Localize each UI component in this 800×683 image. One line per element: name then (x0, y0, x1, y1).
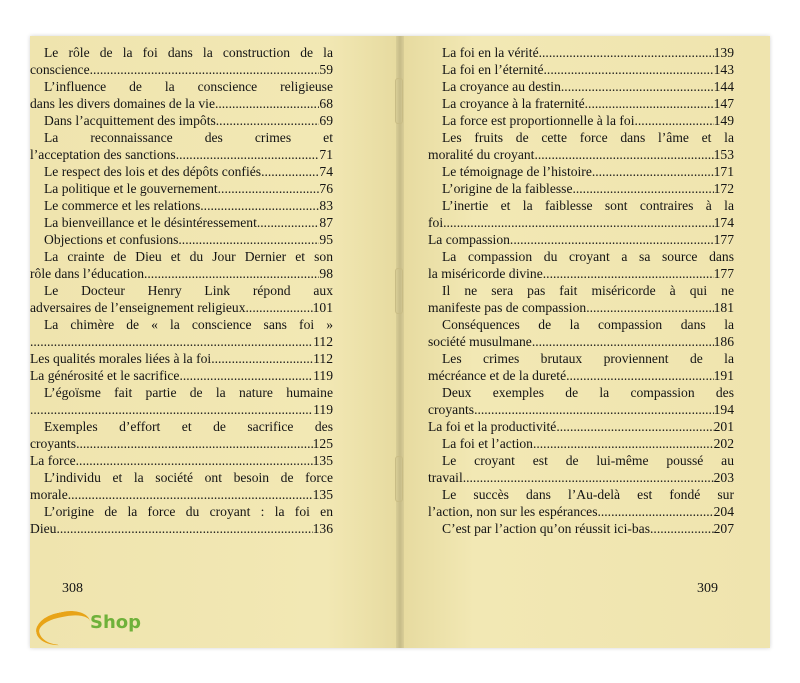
toc-entry-text: La force (30, 453, 76, 468)
toc-entry-text: La croyance au destin (442, 79, 561, 94)
toc-leader-dots (218, 180, 320, 197)
toc-entry-text: Le croyant est de lui-même poussé au (442, 453, 734, 468)
toc-entry (30, 197, 333, 214)
toc-leader-dots (261, 163, 319, 180)
toc-leader-dots (246, 299, 313, 316)
toc-page-number: 144 (713, 79, 734, 94)
toc-leader-dots (585, 95, 714, 112)
toc-page-number: 153 (713, 147, 734, 162)
toc-page-number: 135 (312, 487, 333, 502)
toc-entry-text: Le témoignage de l’histoire (442, 164, 592, 179)
toc-entry-text: L’influence de la conscience religieuse (44, 79, 333, 94)
toc-entry (428, 214, 734, 231)
toc-entry (428, 95, 734, 112)
logo-text: Shop (90, 612, 142, 633)
toc-page-number: 112 (313, 334, 333, 349)
toc-page-number: 174 (713, 215, 734, 230)
toc-page-number: 125 (312, 436, 333, 451)
toc-leader-dots (592, 163, 714, 180)
toc-entry (428, 520, 734, 537)
toc-entry-text: La croyance à la fraternité (442, 96, 585, 111)
toc-entry (30, 299, 333, 316)
toc-entry-text: conscience (30, 62, 90, 77)
toc-leader-dots (566, 367, 714, 384)
toc-leader-dots (534, 146, 713, 163)
toc-page-number: 177 (713, 266, 734, 281)
toc-entry (30, 367, 333, 384)
toc-entry-text: morale (30, 487, 68, 502)
toc-leader-dots (463, 469, 714, 486)
toc-entry-text: Les crimes brutaux proviennent de la (442, 351, 734, 366)
toc-entry-text: Le Docteur Henry Link répond aux (44, 283, 333, 298)
toc-entry-text: la miséricorde divine (428, 266, 543, 281)
toc-page-number: 194 (713, 402, 734, 417)
toc-entry (428, 44, 734, 61)
toc-entry-text: L’inertie et la faiblesse sont contraires à la (442, 198, 734, 213)
toc-entry (30, 350, 333, 367)
toc-page-number: 136 (312, 521, 333, 536)
toc-entry (30, 401, 333, 418)
toc-entry-text: dans les divers domaines de la vie (30, 96, 215, 111)
toc-entry-text: La politique et le gouvernement (44, 181, 218, 196)
toc-page-number: 201 (713, 419, 734, 434)
toc-entry-text: moralité du croyant (428, 147, 535, 162)
toc-entry (428, 418, 734, 435)
toc-entry (30, 265, 333, 282)
toc-entry-text: société musulmane (428, 334, 532, 349)
toc-entry (30, 520, 333, 537)
toc-entry-text: Dieu (30, 521, 57, 536)
table-of-contents-left (30, 44, 333, 537)
toc-entry-text: rôle dans l’éducation (30, 266, 144, 281)
toc-leader-dots (532, 333, 714, 350)
toc-page-number: 172 (713, 181, 734, 196)
toc-entry (428, 146, 734, 163)
toc-entry-text: Le succès dans l’Au-delà est fondé sur (442, 487, 734, 502)
toc-page-number: 119 (313, 402, 333, 417)
toc-page-number: 95 (319, 232, 333, 247)
toc-entry (428, 299, 734, 316)
toc-page-number: 112 (313, 351, 333, 366)
toc-leader-dots (561, 78, 714, 95)
toc-entry (428, 367, 734, 384)
toc-entry-text: L’égoïsme fait partie de la nature humaine (44, 385, 333, 400)
toc-entry (30, 333, 333, 350)
book-spine (396, 36, 404, 648)
toc-leader-dots (257, 214, 320, 231)
toc-page-number: 207 (713, 521, 734, 536)
toc-entry (428, 112, 734, 129)
toc-leader-dots (211, 350, 313, 367)
toc-entry (428, 401, 734, 418)
toc-page-number: 59 (319, 62, 333, 77)
toc-entry-text: La compassion du croyant a sa source dans (442, 249, 734, 264)
toc-entry (30, 61, 333, 78)
toc-entry-text: croyants (30, 436, 77, 451)
toc-entry-text: La foi et la productivité (428, 419, 557, 434)
toc-leader-dots (30, 333, 313, 350)
toc-page-number: 186 (713, 334, 734, 349)
toc-entry (30, 163, 333, 180)
toc-leader-dots (474, 401, 714, 418)
toc-entry-text: L’origine de la force du croyant : la foi en (44, 504, 333, 519)
toc-entry-text: La force est proportionnelle à la foi (442, 113, 635, 128)
toc-entry-text: mécréance et de la dureté (428, 368, 567, 383)
toc-entry-text: Conséquences de la compassion dans la (442, 317, 734, 332)
toc-entry-text: Les qualités morales liées à la foi (30, 351, 212, 366)
toc-entry (428, 61, 734, 78)
toc-page-number: 171 (713, 164, 734, 179)
toc-entry (428, 180, 734, 197)
toc-entry (30, 146, 333, 163)
toc-entry-text: foi (428, 215, 444, 230)
toc-leader-dots (510, 231, 714, 248)
toc-entry (30, 95, 333, 112)
toc-entry (30, 214, 333, 231)
toc-entry (428, 163, 734, 180)
toc-page-number: 204 (713, 504, 734, 519)
toc-entry-text: L’origine de la faiblesse (442, 181, 573, 196)
toc-entry-text: La chimère de « la conscience sans foi » (44, 317, 333, 332)
toc-leader-dots (179, 367, 313, 384)
toc-page-number: 177 (713, 232, 734, 247)
toc-page-number: 69 (319, 113, 333, 128)
toc-page-number: 139 (713, 45, 734, 60)
toc-page-number: 76 (319, 181, 333, 196)
toc-entry (30, 486, 333, 503)
toc-page-number: 143 (713, 62, 734, 77)
toc-entry-text: La reconnaissance des crimes et (44, 130, 333, 145)
toc-leader-dots (533, 435, 714, 452)
toc-entry-text: manifeste pas de compassion (428, 300, 587, 315)
toc-entry (30, 180, 333, 197)
toc-entry-text: Les fruits de cette force dans l’âme et la (442, 130, 734, 145)
toc-entry-text: La bienveillance et le désintéressement (44, 215, 257, 230)
toc-entry (428, 78, 734, 95)
toc-leader-dots (178, 231, 319, 248)
toc-leader-dots (68, 486, 313, 503)
toc-leader-dots (650, 520, 714, 537)
toc-entry (30, 435, 333, 452)
toc-page-number: 149 (713, 113, 734, 128)
toc-entry-text: La générosité et le sacrifice (30, 368, 180, 383)
toc-leader-dots (539, 44, 714, 61)
toc-leader-dots (597, 503, 713, 520)
toc-page-number: 181 (713, 300, 734, 315)
toc-entry-text: Dans l’acquittement des impôts (44, 113, 216, 128)
toc-leader-dots (200, 197, 319, 214)
toc-leader-dots (144, 265, 319, 282)
toc-entry (30, 452, 333, 469)
toc-entry-text: l’action, non sur les espérances (428, 504, 598, 519)
binding-stitch (395, 456, 403, 502)
toc-page-number: 202 (713, 436, 734, 451)
toc-entry (428, 435, 734, 452)
toc-page-number: 101 (312, 300, 333, 315)
toc-entry-text: La crainte de Dieu et du Jour Dernier et son (44, 249, 333, 264)
toc-entry-text: La compassion (428, 232, 510, 247)
toc-entry-text: Exemples d’effort et de sacrifice des (44, 419, 333, 434)
toc-page-number: 98 (319, 266, 333, 281)
toc-entry-text: Objections et confusions (44, 232, 179, 247)
toc-leader-dots (76, 452, 313, 469)
toc-entry (428, 265, 734, 282)
toc-leader-dots (215, 95, 319, 112)
toc-leader-dots (543, 265, 714, 282)
toc-entry-text: Le commerce et les relations (44, 198, 201, 213)
toc-leader-dots (572, 180, 713, 197)
toc-entry-text: Le respect des lois et des dépôts confiés (44, 164, 262, 179)
toc-page-number: 119 (313, 368, 333, 383)
toc-entry (428, 503, 734, 520)
toc-page-number: 74 (319, 164, 333, 179)
toc-leader-dots (56, 520, 312, 537)
toc-leader-dots (635, 112, 714, 129)
toc-entry-text: La foi en la vérité (442, 45, 539, 60)
binding-stitch (395, 78, 403, 124)
toc-leader-dots (176, 146, 320, 163)
table-of-contents-right (428, 44, 734, 537)
toc-page-number: 87 (319, 215, 333, 230)
toc-entry-text: adversaires de l’enseignement religieux (30, 300, 246, 315)
toc-entry-text: Deux exemples de la compassion des (442, 385, 734, 400)
toc-page-number: 83 (319, 198, 333, 213)
binding-stitch (395, 268, 403, 314)
page-number-left: 308 (62, 581, 83, 596)
toc-page-number: 203 (713, 470, 734, 485)
toc-entry (428, 333, 734, 350)
toc-leader-dots (443, 214, 714, 231)
toc-entry-text: La foi en l’éternité (442, 62, 544, 77)
toc-leader-dots (90, 61, 320, 78)
toc-page-number: 68 (319, 96, 333, 111)
toc-entry (30, 231, 333, 248)
toc-page-number: 71 (319, 147, 333, 162)
toc-entry-text: croyants (428, 402, 475, 417)
toc-entry-text: C’est par l’action qu’on réussit ici-bas (442, 521, 651, 536)
toc-page-number: 147 (713, 96, 734, 111)
toc-entry-text: L’individu et la société ont besoin de force (44, 470, 333, 485)
toc-entry-text: Il ne sera pas fait miséricorde à qui ne (442, 283, 734, 298)
toc-leader-dots (544, 61, 714, 78)
toc-leader-dots (586, 299, 713, 316)
toc-page-number: 135 (312, 453, 333, 468)
toc-entry-text: travail (428, 470, 463, 485)
toc-entry (428, 231, 734, 248)
toc-leader-dots (76, 435, 313, 452)
toc-leader-dots (216, 112, 320, 129)
shop-logo (36, 606, 166, 642)
toc-entry-text: l’acceptation des sanctions (30, 147, 176, 162)
toc-entry (428, 469, 734, 486)
toc-leader-dots (556, 418, 713, 435)
toc-leader-dots (30, 401, 313, 418)
toc-entry-text: La foi et l’action (442, 436, 533, 451)
page-number-right: 309 (697, 581, 718, 596)
toc-entry (30, 112, 333, 129)
toc-page-number: 191 (713, 368, 734, 383)
toc-entry-text: Le rôle de la foi dans la construction de la (44, 45, 333, 60)
